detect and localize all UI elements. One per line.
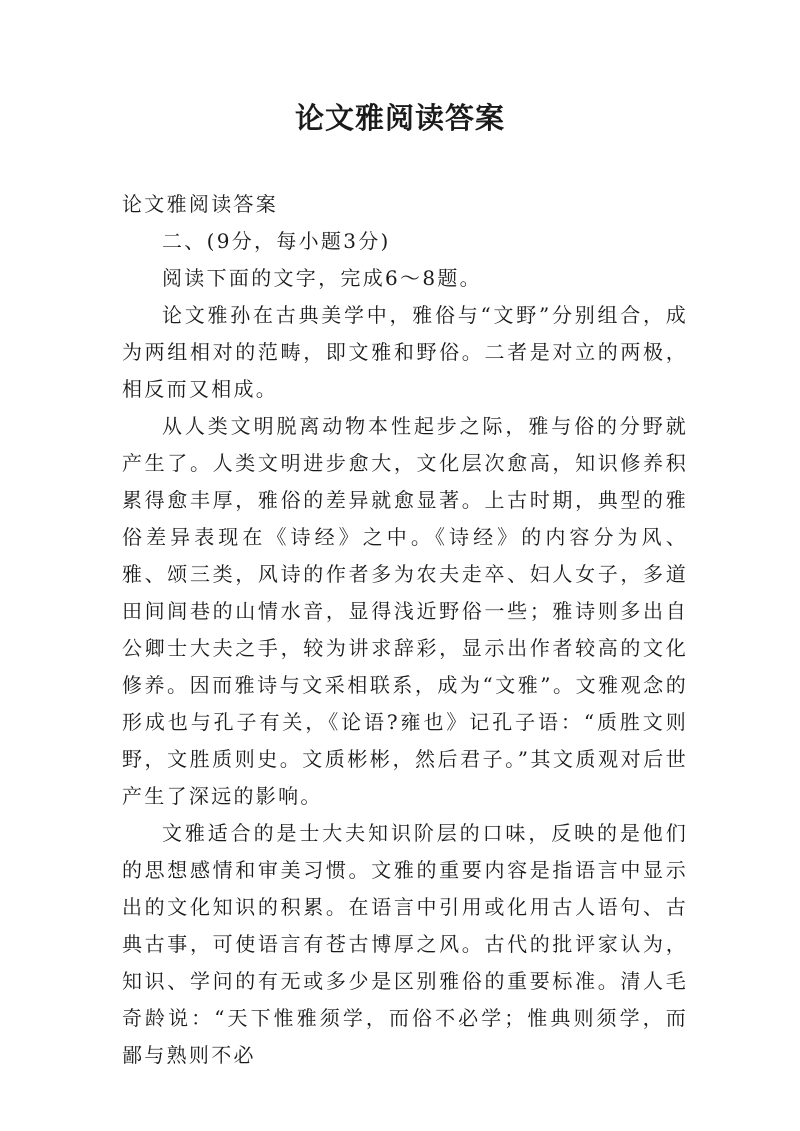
- section-label: 二、(9分，每小题3分): [162, 229, 391, 253]
- body-heading: 论文雅阅读答案: [122, 192, 279, 216]
- document-body: [122, 186, 688, 1074]
- paragraph: 文雅适合的是士大夫知识阶层的口味，反映的是他们的思想感情和审美习惯。文雅的重要内容是指语言中显示出的文化知识的积累。在语言中引用或化用古人语句、古典古事，可使语言有苍古博厚之风。古代的批评家认为，知识、学问的有无或多少是区别雅俗的重要标准。清人毛奇龄说：“天下惟雅须学，而俗不必学；惟典则须学，而鄙与熟则不必: [122, 821, 688, 1067]
- paragraph: 从人类文明脱离动物本性起步之际，雅与俗的分野就产生了。人类文明进步愈大，文化层次愈高，知识修养积累得愈丰厚，雅俗的差异就愈显著。上古时期，典型的雅俗差异表现在《诗经》之中。《诗经》的内容分为风、雅、颂三类，风诗的作者多为农夫走卒、妇人女子，多道田间闾巷的山情水音，显得浅近野俗一些；雅诗则多出自公卿士大夫之手，较为讲求辞彩，显示出作者较高的文化修养。因而雅诗与文采相联系，成为“文雅”。文雅观念的形成也与孔子有关，《论语?雍也》记孔子语：“质胜文则野，文胜质则史。文质彬彬，然后君子。”其文质观对后世产生了深远的影响。: [122, 414, 688, 808]
- page-title: 论文雅阅读答案: [294, 101, 505, 135]
- paragraph: 论文雅孙在古典美学中，雅俗与“文野”分别组合，成为两组相对的范畴，即文雅和野俗。二者是对立的两极，相反而又相成。: [122, 303, 688, 401]
- instruction-text: 阅读下面的文字，完成6～8题。: [162, 266, 482, 290]
